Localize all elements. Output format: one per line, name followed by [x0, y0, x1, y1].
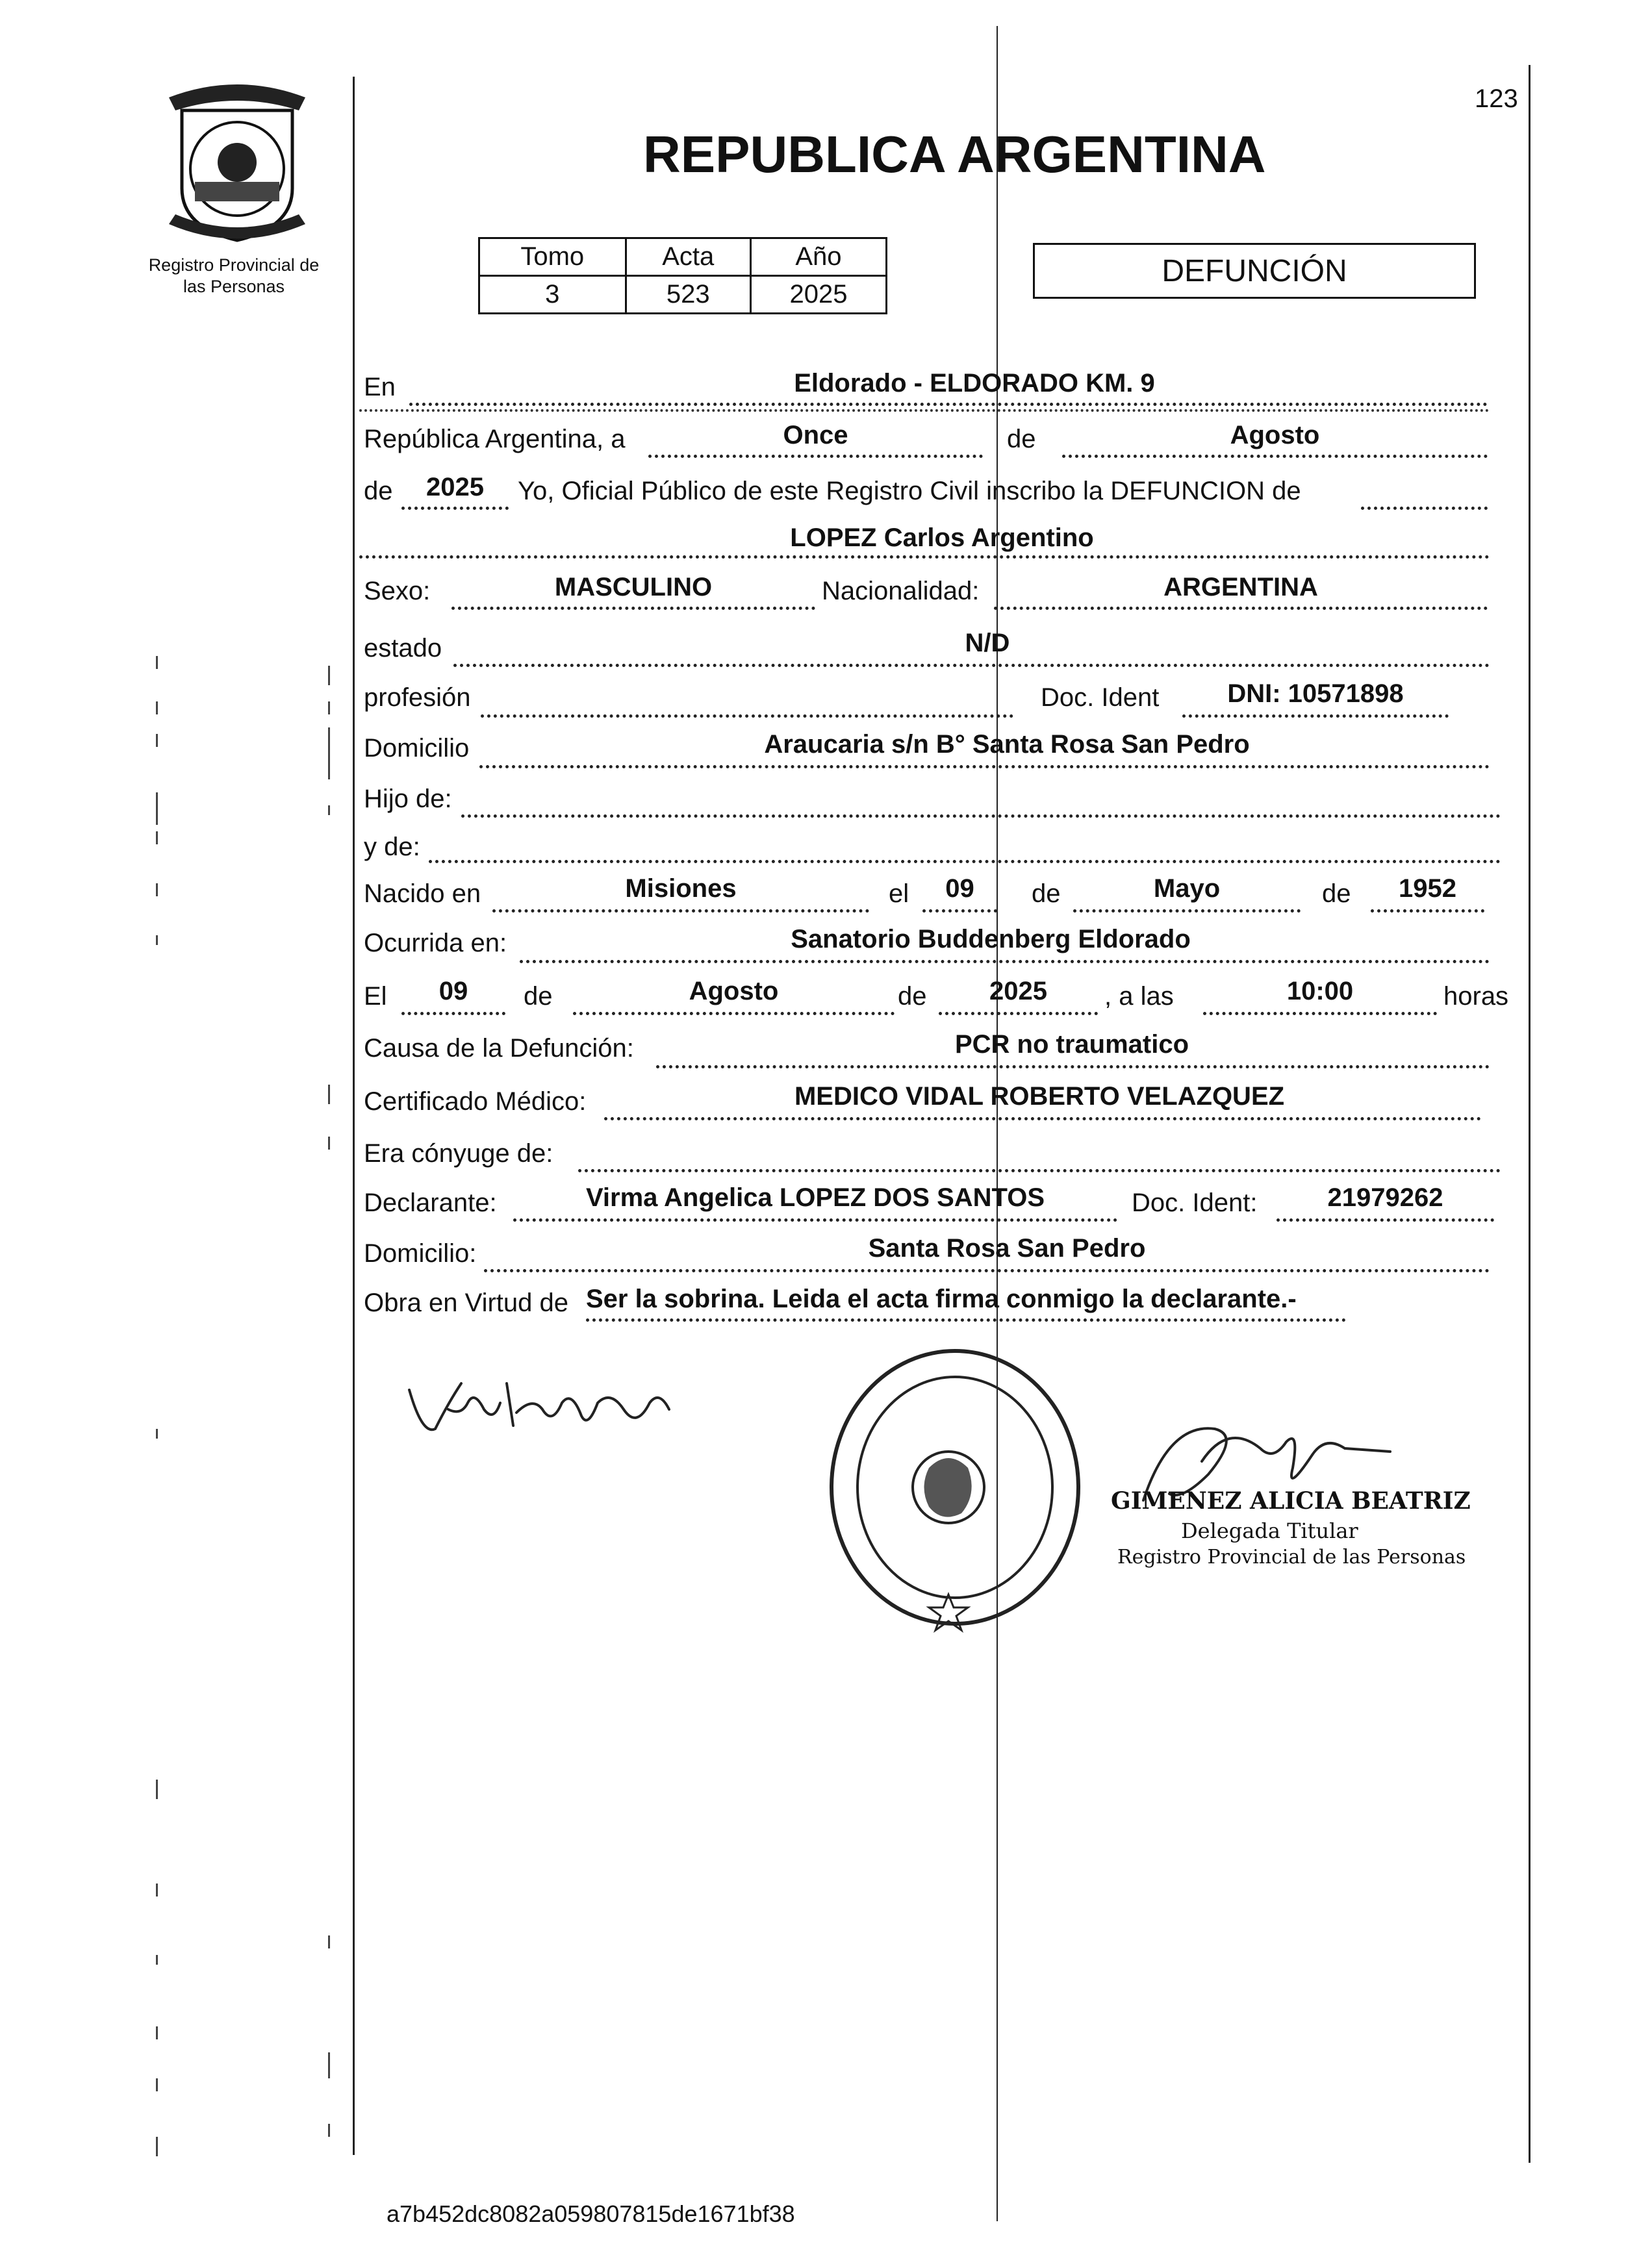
- margin-tick: [156, 1884, 158, 1896]
- margin-tick: [328, 1935, 330, 1948]
- margin-tick: [156, 1429, 158, 1439]
- official-name: GIMENEZ ALICIA BEATRIZ: [1111, 1487, 1471, 1515]
- oficial-dotline: [1361, 507, 1488, 510]
- certificado-value: MEDICO VIDAL ROBERTO VELAZQUEZ: [794, 1082, 1285, 1111]
- estado-value: N/D: [965, 629, 1010, 657]
- nacionalidad-dotline: [994, 607, 1488, 610]
- death-day-dotline: [401, 1012, 505, 1015]
- en-dotline: [409, 403, 1488, 406]
- signature-virma-icon: [403, 1364, 676, 1448]
- doc-label: Doc. Ident: [1041, 683, 1160, 712]
- birth-month-dotline: [1073, 909, 1301, 913]
- anio-header: Año: [750, 238, 886, 276]
- official-office: Registro Provincial de las Personas: [1117, 1546, 1466, 1569]
- death-month-dotline: [573, 1012, 895, 1015]
- margin-tick: [328, 2052, 330, 2078]
- sexo-dotline: [451, 607, 815, 610]
- domicilio2-dotline: [484, 1269, 1490, 1272]
- obra-dotline: [586, 1318, 1346, 1322]
- ocurrida-value: Sanatorio Buddenberg Eldorado: [791, 925, 1191, 953]
- ocurrida-dotline: [520, 960, 1490, 963]
- margin-tick: [328, 727, 330, 779]
- separator: [359, 409, 1490, 412]
- right-margin-line: [1529, 65, 1531, 2163]
- day-value: Once: [783, 421, 848, 449]
- month-de-label: de: [1007, 425, 1036, 453]
- year-dotline: [401, 507, 509, 510]
- official-title: Delegada Titular: [1181, 1518, 1358, 1543]
- deceased-name: LOPEZ Carlos Argentino: [790, 523, 1094, 552]
- nacido-value: Misiones: [625, 874, 737, 903]
- birth-de2-label: de: [1322, 879, 1351, 908]
- nacionalidad-label: Nacionalidad:: [822, 577, 980, 605]
- causa-label: Causa de la Defunción:: [364, 1034, 634, 1063]
- logo-caption-line2: las Personas: [183, 277, 285, 296]
- declarante-doc-dotline: [1277, 1218, 1494, 1222]
- death-de2-label: de: [898, 982, 927, 1011]
- conyuge-dotline: [578, 1169, 1501, 1172]
- yde-label: y de:: [364, 833, 420, 861]
- birth-year-dotline: [1371, 909, 1484, 913]
- doc-value: DNI: 10571898: [1227, 679, 1404, 708]
- register-table: [478, 237, 887, 314]
- margin-tick: [328, 805, 330, 815]
- registry-seal-icon: [819, 1338, 1091, 1637]
- hijo-label: Hijo de:: [364, 785, 452, 813]
- obra-label: Obra en Virtud de: [364, 1289, 569, 1317]
- death-time: 10:00: [1286, 977, 1354, 1005]
- birth-el-label: el: [889, 879, 909, 908]
- margin-tick: [156, 734, 158, 747]
- margin-tick: [156, 701, 158, 714]
- declarante-dotline: [513, 1218, 1117, 1222]
- estado-dotline: [453, 664, 1490, 667]
- death-day: 09: [438, 977, 468, 1005]
- death-year: 2025: [989, 977, 1047, 1005]
- left-margin-line: [353, 77, 355, 2155]
- misiones-logo: [162, 84, 312, 244]
- birth-year: 1952: [1399, 874, 1456, 903]
- page-title: REPUBLICA ARGENTINA: [643, 125, 1266, 183]
- profesion-label: profesión: [364, 683, 471, 712]
- margin-tick: [156, 2137, 158, 2156]
- nacionalidad-value: ARGENTINA: [1163, 573, 1318, 601]
- declarante-label: Declarante:: [364, 1189, 497, 1217]
- death-year-dotline: [939, 1012, 1098, 1015]
- logo-caption-line1: Registro Provincial de: [148, 255, 320, 275]
- sexo-label: Sexo:: [364, 577, 431, 605]
- yde-dotline: [429, 860, 1501, 863]
- year-value: 2025: [426, 473, 484, 501]
- birth-day: 09: [945, 874, 974, 903]
- oficial-text: Yo, Oficial Público de este Registro Civil inscribo la DEFUNCION de: [518, 477, 1301, 505]
- conyuge-label: Era cónyuge de:: [364, 1139, 553, 1168]
- margin-tick: [156, 883, 158, 896]
- margin-tick: [328, 1137, 330, 1150]
- acta-value: 523: [626, 276, 750, 314]
- margin-tick: [328, 1085, 330, 1104]
- name-dotline: [359, 555, 1490, 559]
- margin-tick: [156, 831, 158, 844]
- fold-line: [997, 26, 998, 2221]
- horas-label: horas: [1443, 982, 1509, 1011]
- death-time-dotline: [1203, 1012, 1437, 1015]
- page-number: 123: [1475, 84, 1518, 113]
- margin-tick: [156, 935, 158, 945]
- margin-tick: [156, 792, 158, 825]
- domicilio-value: Araucaria s/n B° Santa Rosa San Pedro: [764, 730, 1250, 759]
- margin-tick: [328, 2124, 330, 2137]
- obra-value: Ser la sobrina. Leida el acta firma conmigo la declarante.-: [586, 1285, 1297, 1313]
- nacido-label: Nacido en: [364, 879, 481, 908]
- death-el-label: El: [364, 982, 387, 1011]
- place-value: Eldorado - ELDORADO KM. 9: [794, 369, 1155, 397]
- nacido-dotline: [492, 909, 869, 913]
- declarante-doc-label: Doc. Ident:: [1132, 1189, 1258, 1217]
- year-de-label: de: [364, 477, 393, 505]
- tomo-value: 3: [479, 276, 626, 314]
- ocurrida-label: Ocurrida en:: [364, 929, 507, 957]
- estado-label: estado: [364, 634, 442, 662]
- document-type: DEFUNCIÓN: [1162, 253, 1347, 288]
- hijo-dotline: [461, 814, 1501, 818]
- birth-day-dotline: [922, 909, 997, 913]
- certificado-label: Certificado Médico:: [364, 1087, 587, 1116]
- logo-caption: [120, 255, 348, 297]
- sexo-value: MASCULINO: [554, 573, 713, 601]
- document-type-box: [1033, 243, 1476, 299]
- en-label: En: [364, 373, 396, 401]
- declarant-signature: [403, 1364, 676, 1452]
- margin-tick: [156, 2078, 158, 2091]
- misiones-shield-icon: [162, 84, 312, 244]
- margin-tick: [156, 1955, 158, 1965]
- death-de1-label: de: [524, 982, 553, 1011]
- domicilio2-value: Santa Rosa San Pedro: [868, 1234, 1146, 1263]
- birth-month: Mayo: [1153, 874, 1221, 903]
- birth-de1-label: de: [1032, 879, 1061, 908]
- republica-label: República Argentina, a: [364, 425, 626, 453]
- margin-tick: [328, 666, 330, 685]
- anio-value: 2025: [750, 276, 886, 314]
- death-month: Agosto: [689, 977, 779, 1005]
- declarante-value: Virma Angelica LOPEZ DOS SANTOS: [585, 1183, 1045, 1212]
- profesion-dotline: [481, 714, 1013, 718]
- margin-tick: [156, 656, 158, 669]
- declarante-doc-value: 21979262: [1327, 1183, 1443, 1212]
- document-hash: a7b452dc8082a059807815de1671bf38: [387, 2200, 795, 2227]
- acta-header: Acta: [626, 238, 750, 276]
- tomo-header: Tomo: [479, 238, 626, 276]
- month-dotline: [1062, 455, 1488, 458]
- domicilio2-label: Domicilio:: [364, 1239, 477, 1268]
- official-stamp: [819, 1338, 1091, 1640]
- day-dotline: [648, 455, 983, 458]
- a-las-label: , a las: [1104, 982, 1174, 1011]
- domicilio-label: Domicilio: [364, 734, 470, 762]
- causa-dotline: [656, 1065, 1490, 1068]
- margin-tick: [156, 1780, 158, 1799]
- margin-tick: [156, 2026, 158, 2039]
- doc-dotline: [1182, 714, 1449, 718]
- domicilio-dotline: [479, 765, 1490, 768]
- causa-value: PCR no traumatico: [954, 1030, 1189, 1059]
- certificado-dotline: [604, 1117, 1481, 1120]
- margin-tick: [328, 701, 330, 714]
- month-value: Agosto: [1230, 421, 1320, 449]
